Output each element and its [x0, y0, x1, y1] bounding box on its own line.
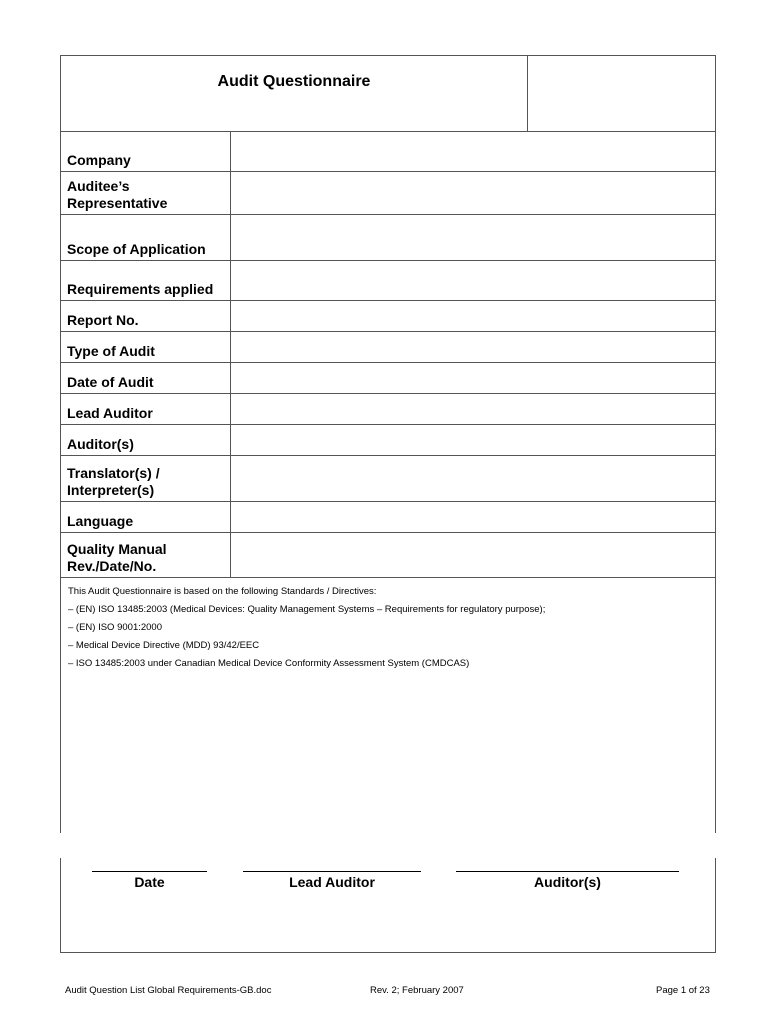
scope-value[interactable]: [231, 214, 716, 260]
logo-box: [527, 56, 716, 131]
auditors-signature-label: Auditor(s): [534, 874, 601, 890]
lead-auditor-value[interactable]: [231, 393, 716, 424]
field-row-language: [61, 501, 715, 532]
footer-document-name: Audit Question List Global Requirements-GB.doc: [65, 985, 272, 996]
type-of-audit-label: Type of Audit: [61, 331, 231, 362]
standards-list: [68, 601, 715, 673]
language-value[interactable]: [231, 501, 716, 532]
questionnaire-form: [60, 55, 716, 953]
field-row-quality-manual: [61, 532, 715, 577]
form-title: Audit Questionnaire: [217, 73, 371, 90]
company-label: Company: [61, 131, 231, 171]
lead-auditor-label: Lead Auditor: [61, 393, 231, 424]
field-row-company: [61, 131, 715, 171]
auditors-signature-line[interactable]: [456, 871, 679, 872]
requirements-label: Requirements applied: [61, 260, 231, 300]
quality-manual-label: Quality Manual Rev./Date/No.: [61, 532, 231, 577]
representative-value[interactable]: [231, 171, 716, 214]
lead-auditor-signature-label: Lead Auditor: [289, 874, 375, 890]
date-signature-label: Date: [134, 874, 165, 890]
field-row-translators: [61, 455, 715, 501]
standards-section: [61, 578, 715, 833]
standard-item: – (EN) ISO 13485:2003 (Medical Devices: Quality Management Systems – Requirements for regulatory purpose);: [68, 604, 546, 615]
report-no-label: Report No.: [61, 300, 231, 331]
field-row-lead-auditor: [61, 393, 715, 424]
date-of-audit-label: Date of Audit: [61, 362, 231, 393]
requirements-value[interactable]: [231, 260, 716, 300]
field-row-representative: [61, 171, 715, 214]
representative-label: Auditee’s Representative: [61, 171, 231, 214]
footer-page-number: Page 1 of 23: [656, 985, 710, 996]
translators-value[interactable]: [231, 455, 716, 501]
standard-item: – (EN) ISO 9001:2000: [68, 622, 162, 633]
date-signature-line[interactable]: [92, 871, 207, 872]
standard-item: – Medical Device Directive (MDD) 93/42/EEC: [68, 640, 260, 651]
lead-auditor-signature-line[interactable]: [243, 871, 421, 872]
field-row-date-of-audit: [61, 362, 715, 393]
scope-label: Scope of Application: [61, 214, 231, 260]
auditors-value[interactable]: [231, 424, 716, 455]
company-value[interactable]: [231, 131, 716, 171]
field-row-report-no: [61, 300, 715, 331]
field-row-type-of-audit: [61, 331, 715, 362]
auditors-label: Auditor(s): [61, 424, 231, 455]
translators-label: Translator(s) / Interpreter(s): [61, 455, 231, 501]
date-of-audit-value[interactable]: [231, 362, 716, 393]
border-gap-right: [713, 833, 716, 858]
signature-auditors: [456, 871, 679, 890]
quality-manual-value[interactable]: [231, 532, 716, 577]
report-no-value[interactable]: [231, 300, 716, 331]
standard-item: – ISO 13485:2003 under Canadian Medical Device Conformity Assessment System (CMDCAS): [68, 658, 470, 669]
standards-intro: This Audit Questionnaire is based on the following Standards / Directives:: [68, 586, 377, 597]
form-header: [61, 56, 715, 132]
fields-table: [61, 131, 715, 578]
type-of-audit-value[interactable]: [231, 331, 716, 362]
signature-lead-auditor: [243, 871, 421, 890]
field-row-auditors: [61, 424, 715, 455]
field-row-requirements: [61, 260, 715, 300]
signature-date: [92, 871, 207, 890]
footer-revision: Rev. 2; February 2007: [370, 985, 464, 996]
field-row-scope: [61, 214, 715, 260]
border-gap-left: [60, 833, 63, 858]
language-label: Language: [61, 501, 231, 532]
